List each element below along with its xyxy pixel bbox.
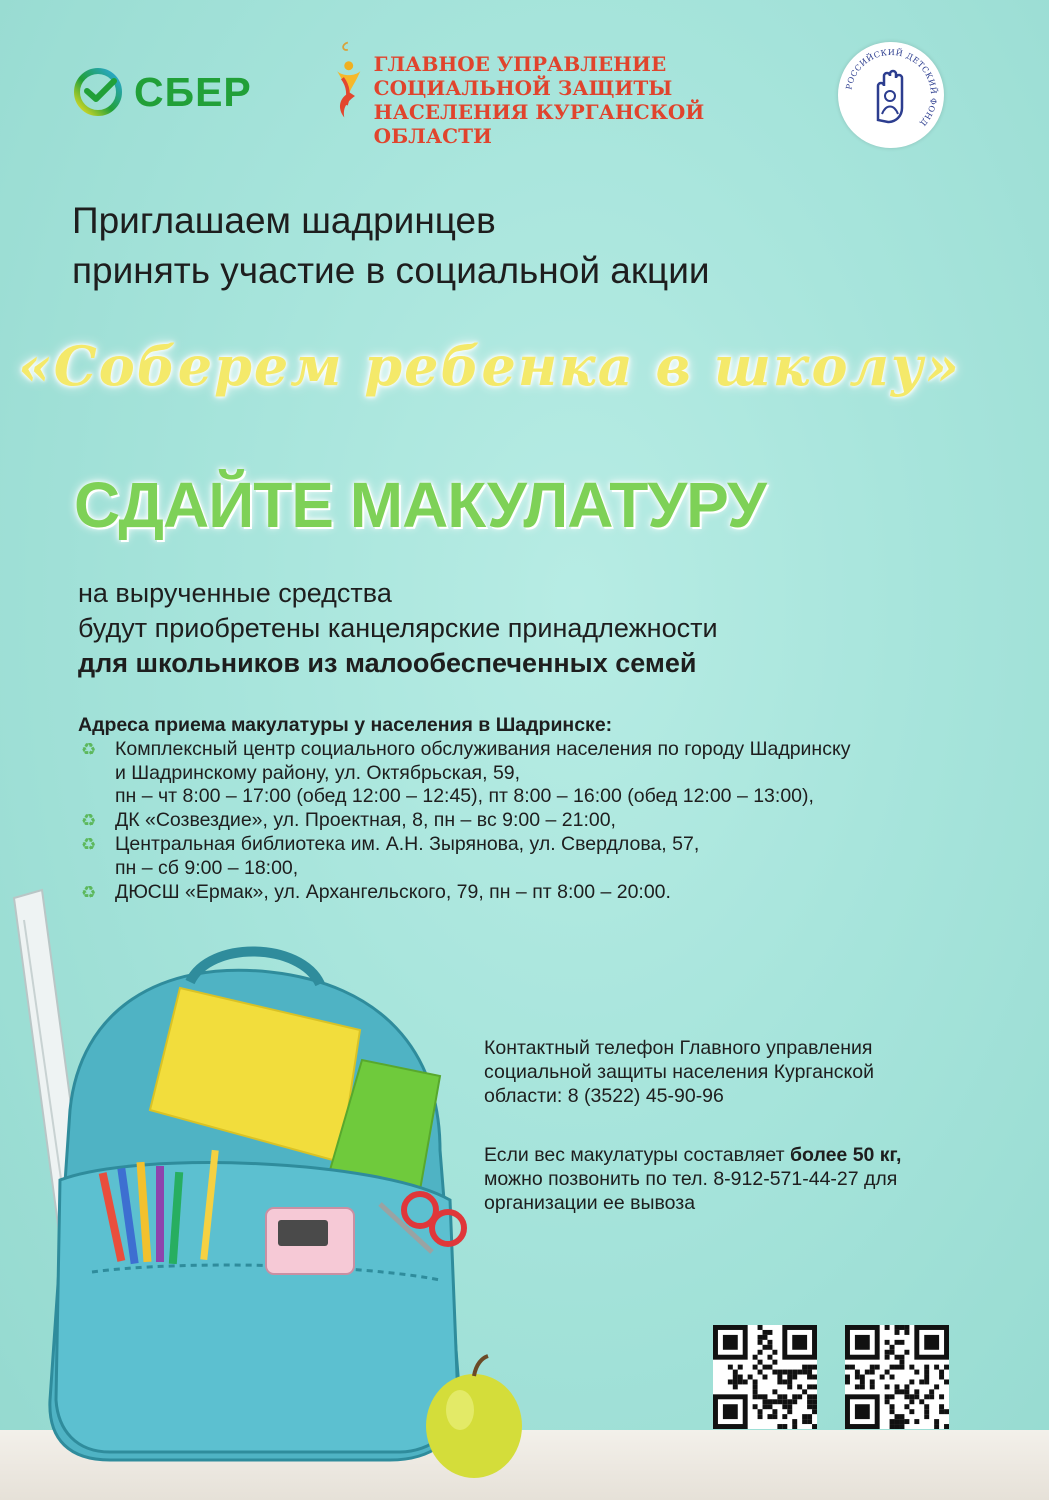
recycle-icon: ♻ [81,811,97,831]
gov-line: НАСЕЛЕНИЯ КУРГАНСКОЙ ОБЛАСТИ [373,100,705,148]
contact-line: Контактный телефон Главного управления [484,1037,873,1059]
pickup-line [484,1143,964,1167]
childrens-fund-hand-icon [838,42,944,148]
invite-line: Приглашаем шадринцев [72,200,496,241]
pickup-info [484,1143,964,1215]
gov-logo [330,34,780,148]
sber-logo [72,64,272,120]
contact-line: социальной защиты населения Курганской [484,1061,874,1083]
address-item [78,833,958,881]
childrens-fund-logo [838,42,944,148]
gov-line: СОЦИАЛЬНОЙ ЗАЩИТЫ [373,76,673,100]
gov-name [374,52,780,148]
funds-line: будут приобретены канцелярские принадлежности [78,613,718,643]
calculator-icon [266,1208,354,1274]
qr-code[interactable] [845,1325,949,1429]
funds-line-bold: для школьников из малообеспеченных семей [78,648,697,678]
addresses-heading: Адреса приема макулатуры у населения в Шадринске: [78,714,613,736]
sber-check-icon [72,66,124,118]
recycle-icon: ♻ [81,739,97,759]
campaign-title: «Соберем ребенка в школу» [18,334,962,398]
sber-wordmark: СБЕР [134,68,252,115]
address-line: Центральная библиотека им. А.Н. Зырянова, ул. Свердлова, 57, [115,832,700,855]
backpack-illustration [0,880,560,1500]
fund-ring-text: РОССИЙСКИЙ ДЕТСКИЙ ФОНД [844,47,939,128]
backpack-front-pocket [56,1163,458,1452]
address-line: ДЮСШ «Ермак», ул. Архангельского, 79, пн – пт 8:00 – 20:00. [115,880,671,903]
funds-line: на вырученные средства [78,578,392,608]
address-line: пн – чт 8:00 – 17:00 (обед 12:00 – 12:45), пт 8:00 – 16:00 (обед 12:00 – 13:00), [115,785,814,808]
collect-paper-heading: СДАЙТЕ МАКУЛАТУРУ [74,469,766,541]
address-line: пн – сб 9:00 – 18:00, [115,856,299,879]
contact-info [484,1036,954,1108]
gov-emblem-icon [330,34,366,126]
address-line: и Шадринскому району, ул. Октябрьская, 59, [115,761,521,784]
recycle-icon: ♻ [81,882,97,902]
address-item [78,738,958,809]
address-item [78,809,958,833]
address-line: ДК «Созвездие», ул. Проектная, 8, пн – вс 9:00 – 21:00, [115,809,616,832]
funds-description [78,576,958,681]
pickup-bold: более 50 кг, [789,1144,902,1166]
invite-line: принять участие в социальной акции [72,250,710,291]
pickup-pre: Если вес макулатуры составляет [484,1144,790,1166]
invitation-text [72,196,892,296]
qr-code[interactable] [713,1325,817,1429]
pickup-line: можно позвонить по тел. 8-912-571-44-27 для [484,1168,898,1190]
svg-text:РОССИЙСКИЙ ДЕТСКИЙ ФОНД [844,48,938,128]
gov-line: ГЛАВНОЕ УПРАВЛЕНИЕ [373,52,667,76]
recycle-icon: ♻ [81,834,97,854]
addresses-block [78,714,958,904]
address-line: Комплексный центр социального обслуживания населения по городу Шадринску [115,737,851,760]
contact-line: области: 8 (3522) 45-90-96 [484,1085,724,1107]
pickup-line: организации ее вывоза [484,1192,696,1214]
